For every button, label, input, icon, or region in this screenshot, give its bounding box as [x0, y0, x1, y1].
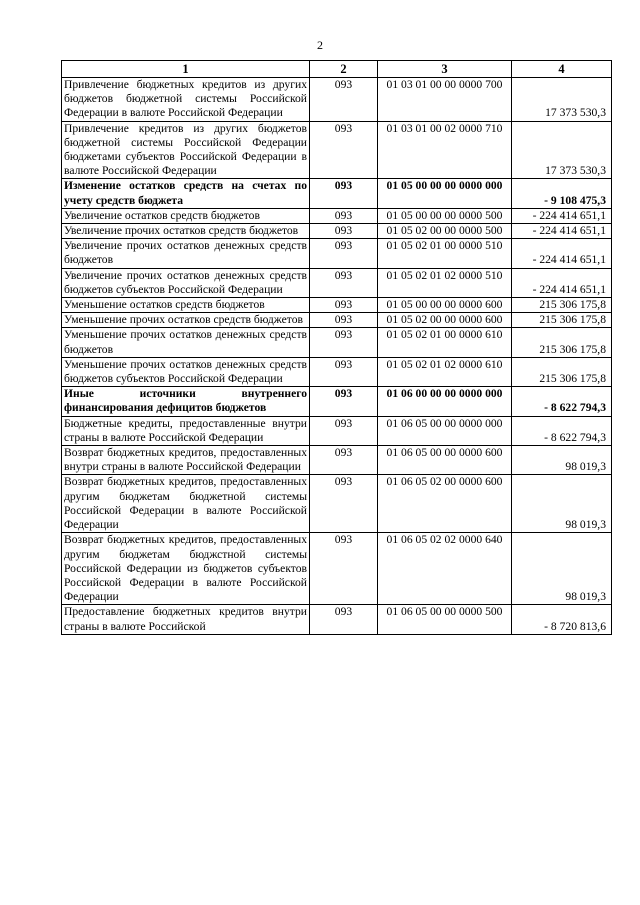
row-name: Увеличение прочих остатков денежных средств бюджетов [62, 239, 310, 268]
row-classification-code: 01 05 00 00 00 0000 600 [378, 298, 512, 313]
row-classification-code: 01 05 00 00 00 0000 000 [378, 179, 512, 208]
column-header-1: 1 [62, 61, 310, 78]
table-row [62, 224, 612, 239]
row-admin-code: 093 [310, 179, 378, 208]
table-row [62, 387, 612, 416]
table-row [62, 533, 612, 605]
row-admin-code: 093 [310, 446, 378, 475]
row-admin-code: 093 [310, 224, 378, 239]
row-admin-code: 093 [310, 605, 378, 634]
row-name: Уменьшение прочих остатков средств бюджетов [62, 313, 310, 328]
table-header-row [62, 61, 612, 78]
row-amount: - 8 622 794,3 [512, 416, 612, 445]
table-row [62, 298, 612, 313]
row-admin-code: 093 [310, 78, 378, 122]
row-amount: 17 373 530,3 [512, 121, 612, 179]
row-classification-code: 01 06 05 00 00 0000 600 [378, 446, 512, 475]
row-name: Увеличение прочих остатков денежных средств бюджетов субъектов Российской Федерации [62, 268, 310, 297]
row-name: Предоставление бюджетных кредитов внутри страны в валюте Российской [62, 605, 310, 634]
row-amount: - 224 414 651,1 [512, 239, 612, 268]
row-classification-code: 01 05 02 01 02 0000 510 [378, 268, 512, 297]
row-admin-code: 093 [310, 298, 378, 313]
column-header-3: 3 [378, 61, 512, 78]
row-name: Уменьшение остатков средств бюджетов [62, 298, 310, 313]
table-body [62, 78, 612, 635]
row-classification-code: 01 06 00 00 00 0000 000 [378, 387, 512, 416]
row-classification-code: 01 03 01 00 00 0000 700 [378, 78, 512, 122]
row-amount: - 224 414 651,1 [512, 224, 612, 239]
row-amount: 215 306 175,8 [512, 298, 612, 313]
sources-table [61, 60, 612, 635]
row-amount: - 8 622 794,3 [512, 387, 612, 416]
row-classification-code: 01 05 02 00 00 0000 500 [378, 224, 512, 239]
table-row [62, 475, 612, 533]
column-header-2: 2 [310, 61, 378, 78]
row-admin-code: 093 [310, 313, 378, 328]
row-admin-code: 093 [310, 239, 378, 268]
row-name: Уменьшение прочих остатков денежных средств бюджетов субъектов Российской Федерации [62, 357, 310, 386]
table-row [62, 328, 612, 357]
row-classification-code: 01 05 02 01 00 0000 510 [378, 239, 512, 268]
row-classification-code: 01 06 05 02 00 0000 600 [378, 475, 512, 533]
table-row [62, 268, 612, 297]
row-amount: - 224 414 651,1 [512, 268, 612, 297]
row-classification-code: 01 06 05 00 00 0000 500 [378, 605, 512, 634]
row-name: Привлечение бюджетных кредитов из других бюджетов бюджетной системы Российской Федерации в валюте Российской Федерации [62, 78, 310, 122]
row-classification-code: 01 03 01 00 02 0000 710 [378, 121, 512, 179]
page-number: 2 [317, 38, 323, 52]
row-name: Привлечение кредитов из других бюджетов бюджетной системы Российской Федерации бюджетами субъектов Российской Федерации в валюте Российской Федерации [62, 121, 310, 179]
table-row [62, 179, 612, 208]
row-name: Уменьшение прочих остатков денежных средств бюджетов [62, 328, 310, 357]
row-admin-code: 093 [310, 357, 378, 386]
row-admin-code: 093 [310, 416, 378, 445]
row-name: Бюджетные кредиты, предоставленные внутри страны в валюте Российской Федерации [62, 416, 310, 445]
row-name: Изменение остатков средств на счетах по учету средств бюджета [62, 179, 310, 208]
row-name: Возврат бюджетных кредитов, предоставленных другим бюджетам бюджетной системы Российской Федерации в валюте Российской Федерации [62, 475, 310, 533]
row-amount: 98 019,3 [512, 446, 612, 475]
row-amount: - 8 720 813,6 [512, 605, 612, 634]
table-row [62, 208, 612, 223]
row-admin-code: 093 [310, 208, 378, 223]
row-classification-code: 01 06 05 00 00 0000 000 [378, 416, 512, 445]
table-row [62, 357, 612, 386]
row-admin-code: 093 [310, 268, 378, 297]
row-amount: 98 019,3 [512, 475, 612, 533]
row-classification-code: 01 05 00 00 00 0000 500 [378, 208, 512, 223]
row-classification-code: 01 06 05 02 02 0000 640 [378, 533, 512, 605]
row-classification-code: 01 05 02 01 02 0000 610 [378, 357, 512, 386]
row-name: Возврат бюджетных кредитов, предоставленных внутри страны в валюте Российской Федерации [62, 446, 310, 475]
row-admin-code: 093 [310, 328, 378, 357]
table-row [62, 78, 612, 122]
table-row [62, 416, 612, 445]
row-name: Увеличение прочих остатков средств бюджетов [62, 224, 310, 239]
row-classification-code: 01 05 02 01 00 0000 610 [378, 328, 512, 357]
row-admin-code: 093 [310, 387, 378, 416]
column-header-4: 4 [512, 61, 612, 78]
row-name: Иные источники внутреннего финансирования дефицитов бюджетов [62, 387, 310, 416]
table-row [62, 605, 612, 634]
table-row [62, 121, 612, 179]
row-name: Возврат бюджетных кредитов, предоставленных другим бюджетам бюджстной системы Российской Федерации из бюджетов субъектов Российской Федерации в валюте Российской Федерации [62, 533, 310, 605]
row-amount: - 224 414 651,1 [512, 208, 612, 223]
row-amount: 17 373 530,3 [512, 78, 612, 122]
row-amount: 98 019,3 [512, 533, 612, 605]
row-amount: 215 306 175,8 [512, 313, 612, 328]
table-row [62, 313, 612, 328]
row-amount: 215 306 175,8 [512, 328, 612, 357]
row-admin-code: 093 [310, 533, 378, 605]
row-admin-code: 093 [310, 121, 378, 179]
table-row [62, 446, 612, 475]
row-admin-code: 093 [310, 475, 378, 533]
row-classification-code: 01 05 02 00 00 0000 600 [378, 313, 512, 328]
row-amount: - 9 108 475,3 [512, 179, 612, 208]
row-name: Увеличение остатков средств бюджетов [62, 208, 310, 223]
table-row [62, 239, 612, 268]
row-amount: 215 306 175,8 [512, 357, 612, 386]
